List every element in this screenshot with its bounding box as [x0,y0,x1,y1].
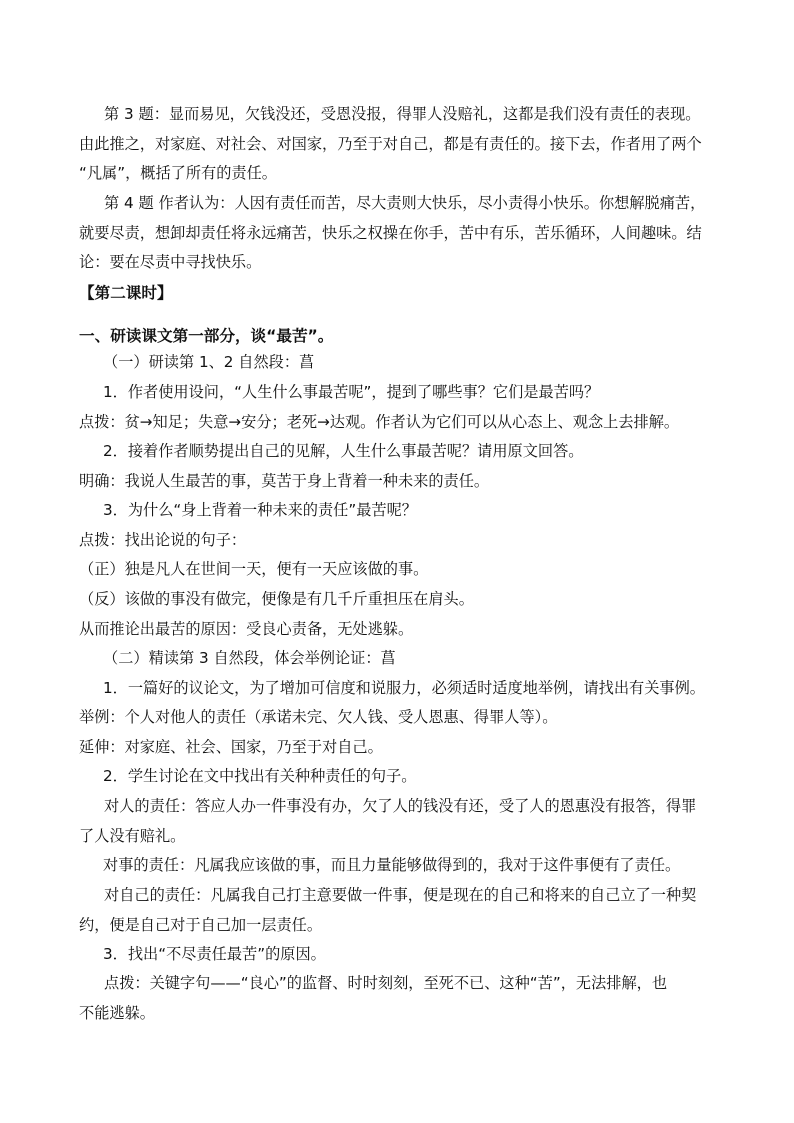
question-4: 1．一篇好的议论文，为了增加可信度和说服力，必须适时适度地举例，请找出有关事例。 [103,679,705,697]
paragraph-question-3 [79,100,719,189]
answer-4-example: 举例：个人对他人的责任（承诺未完、欠人钱、受人恩惠、得罪人等）。 [79,708,558,726]
subsection-heading: （一）研读第 1、2 自然段：菖 [103,353,315,371]
lesson-heading: 【第二课时】 [79,284,173,302]
text-line: “凡属”，概括了所有的责任。 [79,164,277,182]
text-line: 约，便是自己对于自己加一层责任。 [79,915,322,934]
text-line: 第 4 题 作者认为：人因有责任而苦，尽大责则大快乐，尽小责得小快乐。你想解脱痛苦， [104,194,706,212]
question-5: 2．学生讨论在文中找出有关种种责任的句子。 [103,767,417,785]
text-line: 由此推之，对家庭、对社会、对国家，乃至于对自己，都是有责任的。接下去，作者用了两个 [79,134,702,153]
answer-3-negative: （反）该做的事没有做完，便像是有几千斤重担压在肩头。 [79,590,474,608]
text-line: 论：要在尽责中寻找快乐。 [79,253,262,271]
question-2: 2．接着作者顺势提出自己的见解，人生什么事最苦呢？请用原文回答。 [103,442,584,460]
answer-3: 点拨：找出论说的句子： [79,531,247,549]
answer-4-extension: 延伸：对家庭、社会、国家，乃至于对自己。 [79,738,383,756]
text-line: 不能逃躲。 [79,1003,155,1022]
answer-5-people [79,792,719,851]
text-line: 点拨：关键字句——“良心”的监督、时时刻刻，至死不已、这种“苦”，无法排解，也 [104,974,668,992]
answer-1: 点拨：贫→知足；失意→安分；老死→达观。作者认为它们可以从心态上、观念上去排解。 [79,413,680,431]
text-line: 了人没有赔礼。 [79,826,186,845]
text-line: 对人的责任：答应人办一件事没有办，欠了人的钱没有还，受了人的恩惠没有报答，得罪 [104,797,697,815]
subsection-heading: （二）精读第 3 自然段，体会举例论证：菖 [103,649,396,667]
answer-3-conclusion: 从而推论出最苦的原因：受良心责备，无处逃躲。 [79,620,414,638]
answer-5-self [79,881,719,940]
answer-5-things: 对事的责任：凡属我应该做的事，而且力量能够做得到的，我对于这件事便有了责任。 [103,856,681,874]
section-heading: 一、研读课文第一部分，谈“最苦”。 [79,327,334,345]
answer-6 [79,969,719,1028]
text-line: 第 3 题：显而易见，欠钱没还，受恩没报，得罪人没赔礼，这都是我们没有责任的表现。 [104,105,701,123]
question-1: 1．作者使用设问，“人生什么事最苦呢”，提到了哪些事？它们是最苦吗？ [103,383,600,401]
paragraph-question-4 [79,189,719,278]
text-line: 就要尽责，想卸却责任将永远痛苦，快乐之权操在你手，苦中有乐，苦乐循环，人间趣味。结 [79,223,702,242]
answer-3-positive: （正）独是凡人在世间一天，便有一天应该做的事。 [79,560,429,578]
answer-2: 明确：我说人生最苦的事，莫苦于身上背着一种未来的责任。 [79,472,490,490]
question-6: 3．找出“不尽责任最苦”的原因。 [103,945,326,963]
text-line: 对自己的责任：凡属我自己打主意要做一件事，便是现在的自己和将来的自己立了一种契 [104,886,697,904]
question-3: 3．为什么“身上背着一种未来的责任”最苦呢？ [103,501,417,519]
